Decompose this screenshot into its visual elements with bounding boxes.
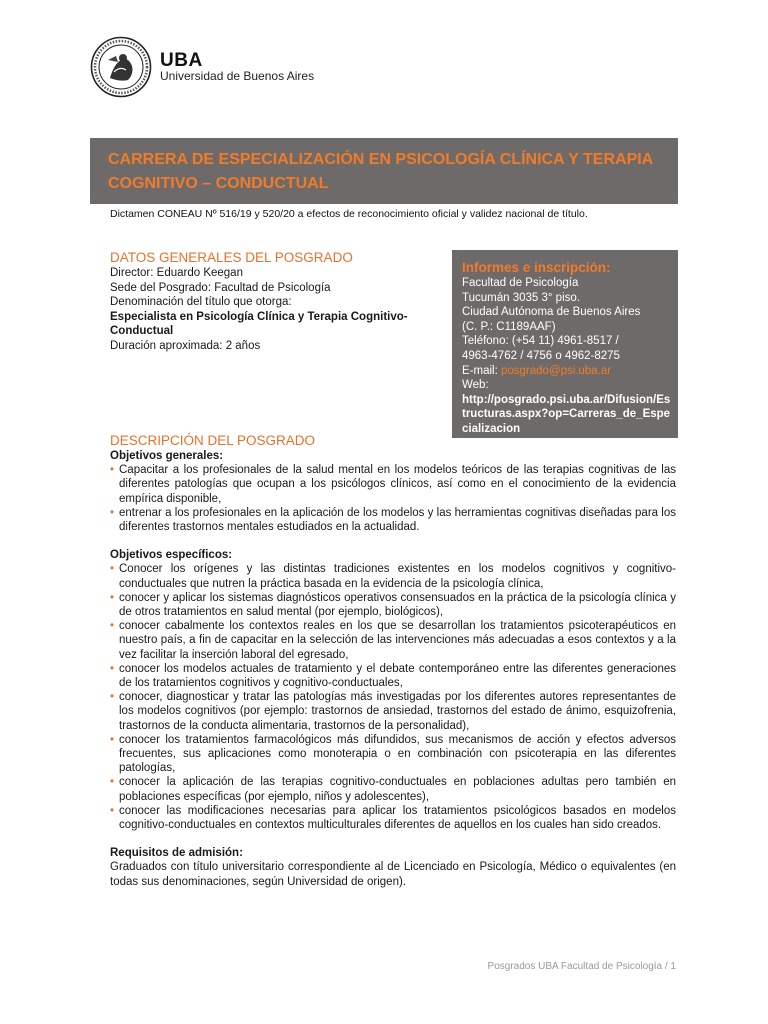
uba-seal-logo <box>90 36 152 98</box>
info-line: (C. P.: C1189AAF) <box>462 320 556 333</box>
list-item-text: conocer las modificaciones necesarias para aplicar los tratamientos psicológicos basados en modelos cognitivo-conductuales en contextos multiculturales diferentes de aquellos en los cuales han sido creados. <box>119 804 676 832</box>
info-title: Informes e inscripción: <box>462 260 611 275</box>
duracion: Duración aproximada: 2 años <box>110 339 261 352</box>
phone-line: Teléfono: (+54 11) 4961-8517 / <box>462 335 619 348</box>
list-item <box>110 662 676 690</box>
phone-line: 4963-4762 / 4756 o 4962-8275 <box>462 349 620 362</box>
datos-heading: DATOS GENERALES DEL POSGRADO <box>110 250 353 265</box>
dictamen-note: Dictamen CONEAU Nº 516/19 y 520/20 a efectos de reconocimiento oficial y validez nacional de título. <box>110 208 588 220</box>
descripcion-heading: DESCRIPCIÓN DEL POSGRADO <box>110 433 316 448</box>
org-full-name: Universidad de Buenos Aires <box>160 69 315 83</box>
list-item <box>110 775 676 803</box>
list-item-text: conocer los modelos actuales de tratamiento y el debate contemporáneo entre las diferentes generaciones de los tratamientos cognitivos y cognitivo-conductuales, <box>119 662 676 690</box>
list-item <box>110 463 676 506</box>
bullet-icon: • <box>110 733 115 746</box>
email-label: E-mail: <box>462 364 501 377</box>
list-item-text: Capacitar a los profesionales de la salud mental en los modelos teóricos de las terapias cognitivas de las diferentes patologías que ocupan a los psicólogos clínicos, así como en el conocimiento de la evidencia empírica disponible, <box>119 464 676 505</box>
requisitos-text: Graduados con título universitario correspondiente al de Licenciado en Psicología, Médico o equivalentes (en todas sus denominaciones, según Universidad de origen). <box>110 861 676 888</box>
list-item-text: Conocer los orígenes y las distintas tradiciones existentes en los modelos cognitivos y cognitivo-conductuales que nutren la práctica basada en la evidencia de la psicología clínica, <box>119 563 676 590</box>
descripcion-section <box>110 449 676 889</box>
org-short-name: UBA <box>160 50 203 71</box>
datos-section <box>110 266 430 353</box>
email-row <box>462 364 672 379</box>
info-line: Tucumán 3035 3° piso. <box>462 291 580 304</box>
bullet-icon: • <box>110 691 115 704</box>
web-label: Web: <box>462 379 489 392</box>
list-item <box>110 562 676 590</box>
list-item-text: conocer y aplicar los sistemas diagnósticos operativos consensuados en la práctica de la psicología clínica y de otros tratamientos en salud mental (por ejemplo, biológicos), <box>119 591 676 619</box>
email-link[interactable]: posgrado@psi.uba.ar <box>500 364 612 377</box>
info-line: Facultad de Psicología <box>462 277 579 289</box>
bullet-icon: • <box>110 506 115 519</box>
list-item-text: conocer, diagnosticar y tratar las patologías más investigadas por los diferentes autores representantes de los modelos cognitivos (por ejemplo: trastornos de ansiedad, trastornos del estado de ánimo, esquizofrenia, trastornos de la conducta alimentaria, trastornos de la personalidad), <box>119 691 676 732</box>
list-item <box>110 733 676 776</box>
list-item-text: conocer los tratamientos farmacológicos más difundidos, sus mecanismos de acción y efectos adversos frecuentes, sus aplicaciones como monoterapia o en combinación con psicoterapia en las diferentes patologías, <box>119 733 676 775</box>
objetivos-especificos-heading: Objetivos específicos: <box>110 549 233 562</box>
page-footer: Posgrados UBA Facultad de Psicología / 1 <box>487 961 676 972</box>
bullet-icon: • <box>110 620 115 633</box>
bullet-icon: • <box>110 804 115 817</box>
requisitos-heading: Requisitos de admisión: <box>110 847 243 860</box>
bullet-icon: • <box>110 464 115 477</box>
denominacion-label: Denominación del título que otorga: <box>110 296 292 308</box>
list-item-text: conocer cabalmente los contextos reales en los que se desarrollan los tratamientos psicoterapéuticos en nuestro país, a fin de capacitar en la selección de las intervenciones más adecuadas a esos contextos y a la vez facilitar la inserción laboral del egresado, <box>119 620 676 661</box>
objetivos-especificos-list <box>110 562 676 832</box>
sede: Sede del Posgrado: Facultad de Psicología <box>110 281 331 294</box>
info-line: Ciudad Autónoma de Buenos Aires <box>462 306 641 319</box>
objetivos-generales-list <box>110 463 676 534</box>
info-box-content <box>462 260 672 437</box>
bullet-icon: • <box>110 563 115 576</box>
list-item-text: conocer la aplicación de las terapias cognitivo-conductuales en poblaciones adultas pero también en poblaciones específicas (por ejemplo, niños y adolescentes), <box>119 776 676 803</box>
list-item <box>110 506 676 534</box>
objetivos-generales-heading: Objetivos generales: <box>110 450 224 462</box>
list-item <box>110 690 676 733</box>
page-title: CARRERA DE ESPECIALIZACIÓN EN PSICOLOGÍA CLÍNICA Y TERAPIA COGNITIVO – CONDUCTUAL <box>108 151 653 192</box>
bullet-icon: • <box>110 776 115 789</box>
list-item <box>110 619 676 662</box>
web-link[interactable]: http://posgrado.psi.uba.ar/Difusion/Estructuras.aspx?op=Carreras_de_Especializacion <box>462 393 671 435</box>
bullet-icon: • <box>110 591 115 604</box>
list-item-text: entrenar a los profesionales en la aplicación de los modelos y las herramientas cognitivas diseñadas para los diferentes trastornos mentales estudiados en la actualidad. <box>119 506 676 534</box>
list-item <box>110 591 676 619</box>
list-item <box>110 804 676 832</box>
bullet-icon: • <box>110 662 115 675</box>
degree-title: Especialista en Psicología Clínica y Terapia Cognitivo-Conductual <box>110 310 408 337</box>
director: Director: Eduardo Keegan <box>110 267 243 279</box>
